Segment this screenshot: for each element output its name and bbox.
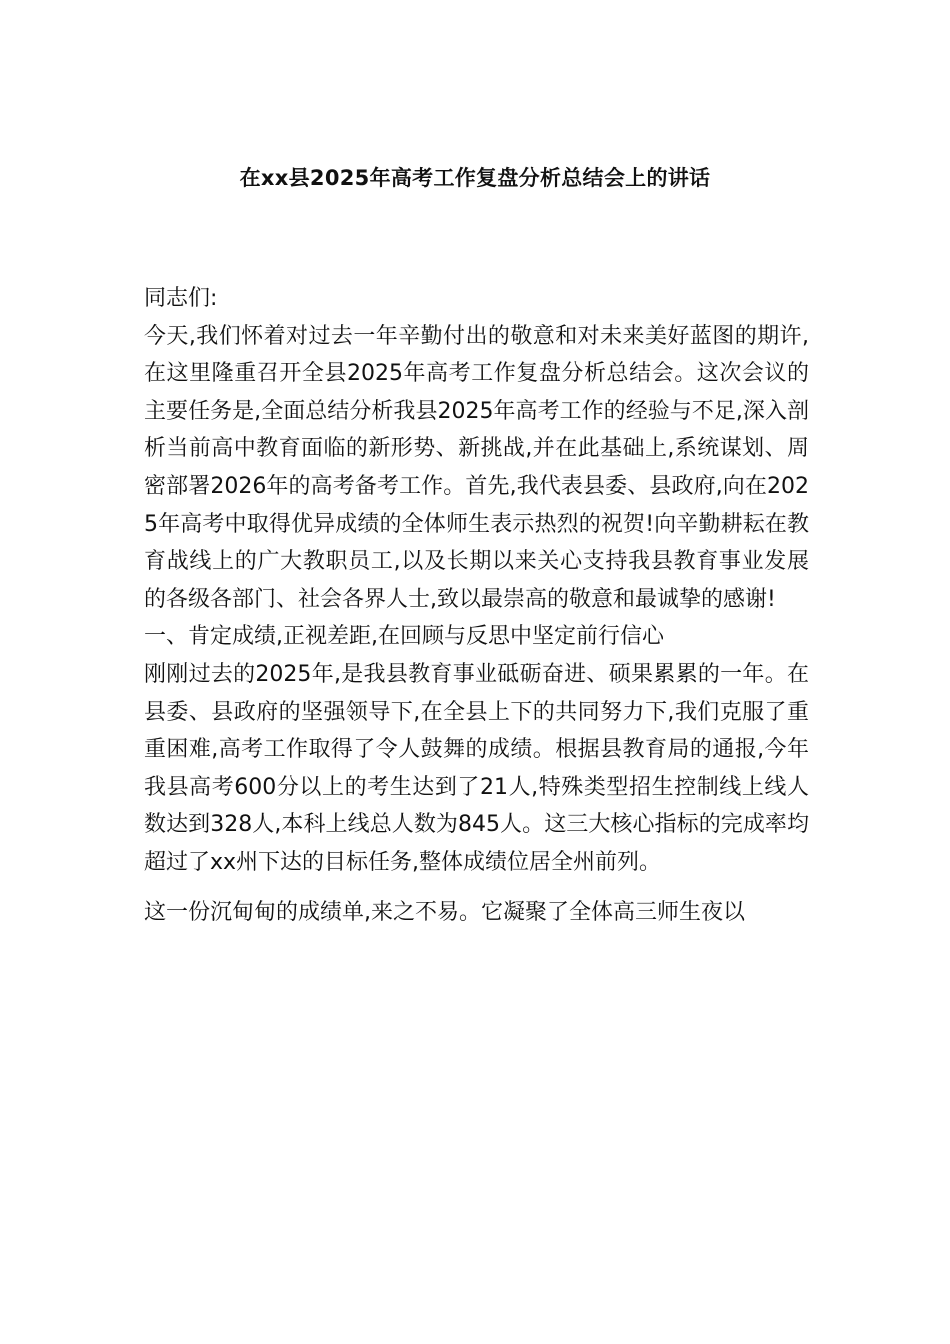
paragraph-opening: 今天,我们怀着对过去一年辛勤付出的敬意和对未来美好蓝图的期许,在这里隆重召开全县2025年高考工作复盘分析总结会。这次会议的主要任务是,全面总结分析我县2025年高考工作的经验与不足,深入剖析当前高中教育面临的新形势、新挑战,并在此基础上,系统谋划、周密部署2026年的高考备考工作。首先,我代表县委、县政府,向在2025年高考中取得优异成绩的全体师生表示热烈的祝贺!向辛勤耕耘在教育战线上的广大教职员工,以及长期以来关心支持我县教育事业发展的各级各部门、社会各界人士,致以最崇高的敬意和最诚挚的感谢!	[144, 323, 809, 612]
section-heading-1: 一、肯定成绩,正视差距,在回顾与反思中坚定前行信心	[144, 624, 664, 650]
paragraph-achievements: 刚刚过去的2025年,是我县教育事业砥砺奋进、硕果累累的一年。在县委、县政府的坚强领导下,在全县上下的共同努力下,我们克服了重重困难,高考工作取得了令人鼓舞的成绩。根据县教育局的通报,今年我县高考600分以上的考生达到了21人,特殊类型招生控制线上线人数达到328人,本科上线总人数为845人。这三大核心指标的完成率均超过了xx州下达的目标任务,整体成绩位居全州前列。	[144, 661, 809, 875]
document-body	[144, 280, 809, 931]
document-title: 在xx县2025年高考工作复盘分析总结会上的讲话	[239, 166, 711, 190]
paragraph-continuation: 这一份沉甸甸的成绩单,来之不易。它凝聚了全体高三师生夜以	[144, 899, 745, 925]
greeting: 同志们:	[144, 286, 218, 311]
